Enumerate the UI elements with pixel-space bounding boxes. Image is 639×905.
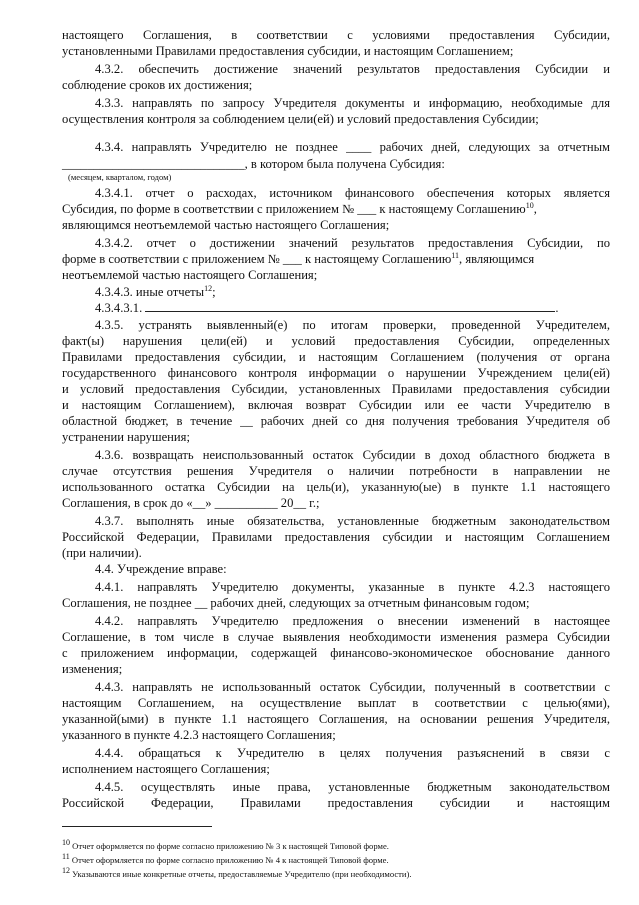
paragraph-line: исполнением настоящего Соглашения; bbox=[62, 762, 270, 776]
clause-4-3-4-2: 4.3.4.2. отчет о достижении значений результатов предоставления Субсидии, по bbox=[95, 236, 610, 250]
clause-4-3-4-1: 4.3.4.1. отчет о расходах, источником финансового обеспечения которых является bbox=[95, 186, 610, 200]
paragraph-line: Российской Федерации, Правилами предоставления субсидии и настоящим Соглашением bbox=[62, 530, 610, 544]
paragraph-line: устранении нарушения; bbox=[62, 430, 190, 444]
paragraph-line: установленными Правилами предоставления субсидии, и настоящим Соглашением; bbox=[62, 44, 514, 58]
paragraph-line: указанной(ыми) в пункте 1.1 настоящего Соглашения, на основании решения Учредителя, bbox=[62, 712, 610, 726]
paragraph-line: Российской Федерации, Правилами предоставления субсидии и настоящим bbox=[62, 796, 610, 810]
paragraph-line: _____________________________, в котором была получена Субсидия: bbox=[62, 157, 445, 171]
clause-4-3-6: 4.3.6. возвращать неиспользованный остаток Субсидии в доход областного бюджета в bbox=[95, 448, 610, 462]
footnote: $^{10}$ Отчет оформляется по форме согласно приложению № 3 к настоящей Типовой форме. bbox=[62, 838, 389, 851]
paragraph-line: и условий предоставления Субсидии, установленных Правилами предоставления субсидии bbox=[62, 382, 610, 396]
clause-4-3-5: 4.3.5. устранять выявленный(е) по итогам проверки, проведенной Учредителем, bbox=[95, 318, 610, 332]
paragraph-line: настоящего Соглашения, в соответствии с условиями предоставления Субсидии, bbox=[62, 28, 610, 42]
paragraph-line: настоящим Соглашением, на осуществление выплат в соответствии с целью(ями), bbox=[62, 696, 610, 710]
paragraph-line: факт(ы) нарушения цели(ей) и условий предоставления Субсидии, определенных bbox=[62, 334, 610, 348]
clause-4-3-2: 4.3.2. обеспечить достижение значений результатов предоставления Субсидии и bbox=[95, 62, 610, 76]
clause-4-3-4-3-1: 4.3.4.3.1. . bbox=[95, 301, 559, 315]
clause-4-4-1: 4.4.1. направлять Учредителю документы, указанные в пункте 4.2.3 настоящего bbox=[95, 580, 610, 594]
footnote-ref: 12 bbox=[204, 283, 213, 293]
paragraph-line: соблюдение сроков их достижения; bbox=[62, 78, 253, 92]
paragraph-line: неотъемлемой частью настоящего Соглашения; bbox=[62, 268, 318, 282]
footnote-divider bbox=[62, 826, 212, 827]
clause-4-4-2: 4.4.2. направлять Учредителю предложения о внесении изменений в настоящее bbox=[95, 614, 610, 628]
clause-4-4-heading: 4.4. Учреждение вправе: bbox=[95, 562, 227, 576]
footnote: $^{12}$ Указываются иные конкретные отчеты, предоставляемые Учредителю (при необходимости). bbox=[62, 866, 412, 879]
paragraph-line: форме в соответствии с приложением № ___ к настоящему Соглашению$^{11}$, являющимся bbox=[62, 250, 535, 266]
clause-4-4-5: 4.4.5. осуществлять иные права, установленные бюджетным законодательством bbox=[95, 780, 610, 794]
paragraph-line: Субсидия, по форме в соответствии с приложением № ___ к настоящему Соглашению$^{10}$, bbox=[62, 200, 537, 216]
clause-4-3-4: 4.3.4. направлять Учредителю не позднее ____ рабочих дней, следующих за отчетным bbox=[95, 140, 610, 154]
clause-4-3-7: 4.3.7. выполнять иные обязательства, установленные бюджетным законодательством bbox=[95, 514, 610, 528]
paragraph-line: (при наличии). bbox=[62, 546, 142, 560]
paragraph-line: Соглашения, в срок до «__» __________ 20__ г.; bbox=[62, 496, 320, 510]
clause-4-3-4-3: 4.3.4.3. иные отчеты$^{12}$; bbox=[95, 283, 216, 299]
paragraph-line: использованного остатка Субсидии на цель(и), указанную(ые) в пункте 1.1 настоящего bbox=[62, 480, 610, 494]
paragraph-line: Соглашения, не позднее __ рабочих дней, следующих за отчетным финансовым годом; bbox=[62, 596, 530, 610]
paragraph-line: являющимся неотъемлемой частью настоящего Соглашения; bbox=[62, 218, 390, 232]
paragraph-line: государственного финансового контроля информации о нарушении Учреждением цели(ей) bbox=[62, 366, 610, 380]
paragraph-line: Соглашение, в том числе в случае выявления необходимости изменения размера Субсидии bbox=[62, 630, 610, 644]
paragraph-line: областной бюджет, в течение __ рабочих дней со дня получения требования Учредителя об bbox=[62, 414, 610, 428]
blank-line bbox=[145, 301, 555, 312]
paragraph-line: изменения; bbox=[62, 662, 123, 676]
clause-4-4-4: 4.4.4. обращаться к Учредителю в целях получения разъяснений в связи с bbox=[95, 746, 610, 760]
paragraph-line: указанного в пункте 4.2.3 настоящего Соглашения; bbox=[62, 728, 336, 742]
clause-4-3-3: 4.3.3. направлять по запросу Учредителя документы и информацию, необходимые для bbox=[95, 96, 610, 110]
paragraph-line: Правилами предоставления субсидии, и настоящим Соглашением (получения от органа bbox=[62, 350, 610, 364]
blank-caption: (месяцем, кварталом, годом) bbox=[68, 172, 172, 182]
footnote-ref: 11 bbox=[451, 250, 460, 260]
footnote-ref: 10 bbox=[525, 200, 534, 210]
paragraph-line: осуществления контроля за соблюдением цели(ей) и условий предоставления Субсидии; bbox=[62, 112, 539, 126]
paragraph-line: случае отсутствия решения Учредителя о наличии потребности в направлении не bbox=[62, 464, 610, 478]
paragraph-line: с приложением информации, содержащей финансово-экономическое обоснование данного bbox=[62, 646, 610, 660]
clause-4-4-3: 4.4.3. направлять не использованный остаток Субсидии, полученный в соответствии с bbox=[95, 680, 610, 694]
paragraph-line: и настоящим Соглашением), включая возврат Субсидии или ее части Учредителю в bbox=[62, 398, 610, 412]
footnote: $^{11}$ Отчет оформляется по форме согласно приложению № 4 к настоящей Типовой форме. bbox=[62, 852, 389, 865]
